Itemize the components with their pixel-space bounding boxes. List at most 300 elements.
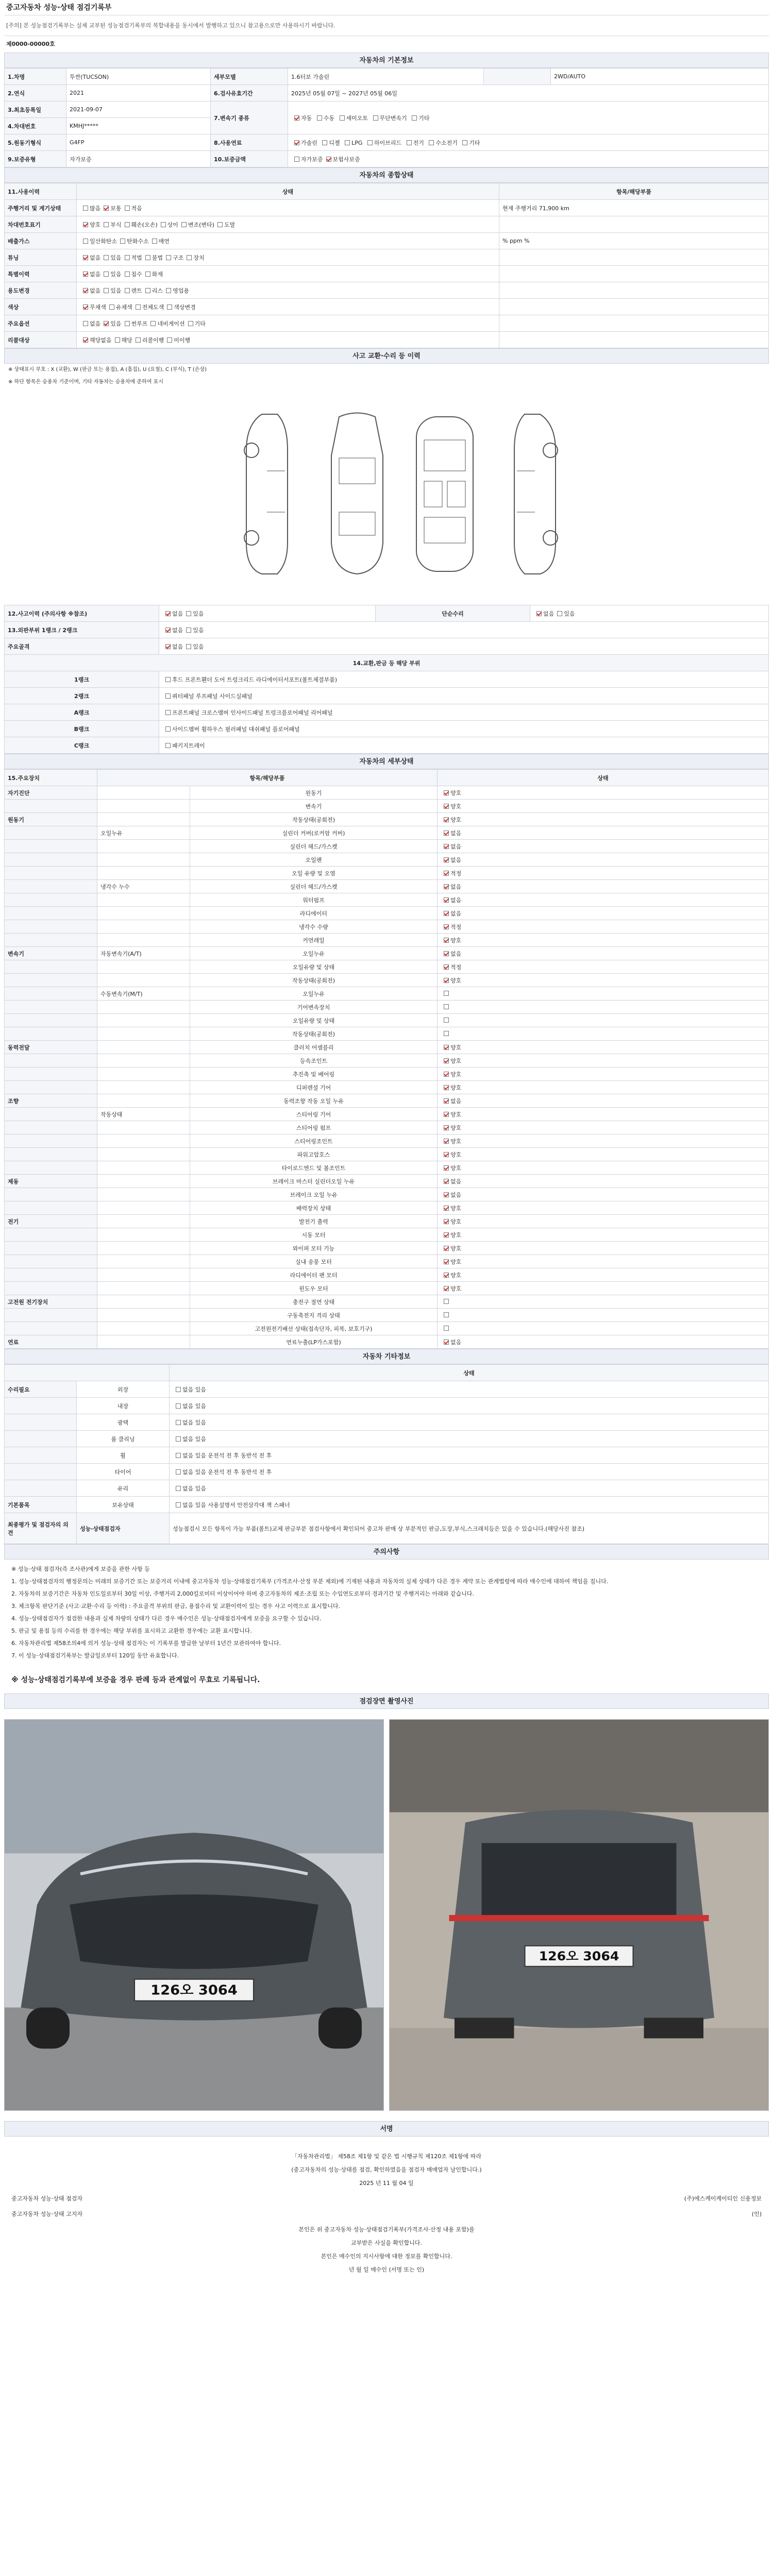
checkbox[interactable] <box>326 157 331 162</box>
detail-group <box>5 1282 97 1295</box>
checkbox[interactable] <box>217 222 223 227</box>
detail-item: 오일유량 및 상태 <box>190 960 438 974</box>
checkbox[interactable] <box>125 321 130 326</box>
option-label: 자가보증 <box>301 156 323 163</box>
checkbox[interactable] <box>340 115 345 121</box>
notes-body <box>4 1560 769 1669</box>
option-label: 없음 <box>90 320 101 327</box>
photos-section-title: 점검장면 촬영사진 <box>4 1693 769 1709</box>
parts-label: 사이드멤버 휠하우스 필러패널 대쉬패널 플로어패널 <box>172 725 300 733</box>
checkbox[interactable] <box>444 857 449 862</box>
checkbox[interactable] <box>444 1286 449 1291</box>
checkbox[interactable] <box>444 924 449 929</box>
checkbox[interactable] <box>136 304 141 310</box>
checkbox[interactable] <box>165 677 171 682</box>
checkbox[interactable] <box>176 1453 181 1458</box>
detail-subgroup: 작동상태 <box>97 1108 190 1121</box>
detail-group <box>5 987 97 1001</box>
checkbox[interactable] <box>429 140 434 145</box>
option-label: 양호 <box>90 221 101 228</box>
checkbox[interactable] <box>444 938 449 943</box>
other-state <box>170 1480 769 1497</box>
state-label: 양호 <box>450 1071 462 1078</box>
detail-subgroup <box>97 1228 190 1242</box>
value: 2021-09-07 <box>66 101 211 118</box>
checkbox[interactable] <box>373 115 378 121</box>
option-label: 리스 <box>152 287 163 294</box>
detail-subgroup <box>97 907 190 920</box>
checkbox[interactable] <box>145 272 150 277</box>
detail-row <box>5 1188 769 1201</box>
detail-state <box>438 1041 769 1054</box>
detail-group <box>5 826 97 840</box>
checkbox[interactable] <box>125 288 130 293</box>
detail-state <box>438 1148 769 1161</box>
detail-state <box>438 1108 769 1121</box>
note-item: 7. 이 성능·상태점검기록부는 발급일로부터 120일 동안 유효합니다. <box>11 1652 179 1659</box>
status-options <box>77 332 499 348</box>
checkbox[interactable] <box>412 115 417 121</box>
value: 1.6터보 가솔린 <box>288 69 484 85</box>
sign-section-title: 서명 <box>4 2121 769 2137</box>
parts-items <box>159 671 769 688</box>
detail-group <box>5 1148 97 1161</box>
notifier-label: 중고자동차 성능·상태 고지자 <box>11 2211 83 2217</box>
value: 2025년 05월 07일 ~ 2027년 05월 06일 <box>288 85 769 101</box>
detail-row <box>5 867 769 880</box>
checkbox[interactable] <box>444 1152 449 1157</box>
checkbox[interactable] <box>444 1085 449 1090</box>
notice-text: [주의] 본 성능점검기록부는 실제 교부된 성능점검기록부의 복합내용을 동시에서 발행하고 있으니 참고용으로만 사용하시기 바랍니다. <box>4 15 769 36</box>
detail-group <box>5 1201 97 1215</box>
checkbox[interactable] <box>104 272 109 277</box>
checker-label: 중고자동차 성능·상태 점검자 <box>11 2195 83 2202</box>
status-options <box>77 249 499 266</box>
checkbox[interactable] <box>294 157 299 162</box>
detail-row <box>5 920 769 934</box>
checkbox[interactable] <box>176 1486 181 1491</box>
detail-state <box>438 1175 769 1188</box>
checkbox[interactable] <box>176 1436 181 1442</box>
option-label: 색상변경 <box>174 303 196 311</box>
detail-item: 실린더 헤드/가스켓 <box>190 840 438 853</box>
checkbox[interactable] <box>444 1004 449 1009</box>
checkbox[interactable] <box>165 743 171 748</box>
checkbox[interactable] <box>176 1387 181 1392</box>
detail-group <box>5 1081 97 1094</box>
checkbox[interactable] <box>444 790 449 795</box>
detail-subgroup <box>97 1121 190 1134</box>
other-item: 내장 <box>77 1398 170 1414</box>
status-item: 튜닝 <box>5 249 77 266</box>
checkbox[interactable] <box>176 1469 181 1475</box>
state-label: 양호 <box>450 1124 462 1131</box>
detail-state <box>438 893 769 907</box>
state-label: 양호 <box>450 977 462 984</box>
checkbox[interactable] <box>83 222 88 227</box>
label: 8.사용연료 <box>211 134 288 151</box>
detail-state <box>438 1001 769 1014</box>
option-label: 구조 <box>173 254 184 261</box>
checkbox[interactable] <box>165 693 171 699</box>
detail-item: 연료누출(LP가스포함) <box>190 1335 438 1349</box>
parts-rank: A랭크 <box>5 704 159 721</box>
detail-item: 작동상태(공회전) <box>190 1027 438 1041</box>
state-label: 양호 <box>450 1231 462 1239</box>
checkbox[interactable] <box>166 288 171 293</box>
checkbox[interactable] <box>444 991 449 996</box>
detail-subgroup <box>97 1161 190 1175</box>
option-label: 많음 <box>90 205 101 212</box>
checkbox[interactable] <box>444 1058 449 1063</box>
option-label: 전기 <box>413 139 424 146</box>
header-item: 11.사용이력 <box>5 183 77 200</box>
checkbox[interactable] <box>83 337 88 343</box>
checkbox[interactable] <box>444 1273 449 1278</box>
checkbox[interactable] <box>444 1098 449 1104</box>
checkbox[interactable] <box>186 628 191 633</box>
detail-subgroup <box>97 1201 190 1215</box>
checkbox[interactable] <box>150 321 156 326</box>
checkbox[interactable] <box>165 628 171 633</box>
warning-text: ※ 성능·상태점검기록부에 보증을 경우 판례 등과 관계없이 무효로 기록됩니다. <box>11 1676 260 1684</box>
state-label: 없음 <box>450 883 462 890</box>
checkbox[interactable] <box>161 222 166 227</box>
status-item: 색상 <box>5 299 77 315</box>
status-item: 차대번호표기 <box>5 216 77 233</box>
other-row <box>5 1414 769 1431</box>
detail-state <box>438 1242 769 1255</box>
other-row <box>5 1398 769 1414</box>
status-row <box>5 282 769 299</box>
checkbox[interactable] <box>444 844 449 849</box>
detail-state <box>438 786 769 800</box>
status-row <box>5 266 769 282</box>
parts-label: 패키지트레이 <box>172 742 205 749</box>
checkbox[interactable] <box>444 1232 449 1238</box>
detail-state <box>438 1228 769 1242</box>
checkbox[interactable] <box>444 1192 449 1197</box>
detail-group <box>5 867 97 880</box>
detail-row <box>5 880 769 893</box>
detail-state <box>438 947 769 960</box>
detail-subgroup <box>97 1054 190 1067</box>
detail-subgroup <box>97 1067 190 1081</box>
sign-date: 2025 년 11 월 04 일 <box>359 2180 414 2187</box>
checkbox[interactable] <box>187 255 192 260</box>
checkbox[interactable] <box>176 1420 181 1425</box>
status-row <box>5 332 769 348</box>
detail-item: 파워고압호스 <box>190 1148 438 1161</box>
option-label: 무채색 <box>90 303 106 311</box>
option-label: 있음 <box>110 254 122 261</box>
checkbox[interactable] <box>317 115 322 121</box>
detail-subgroup <box>97 1282 190 1295</box>
state-label: 없음 있음 <box>182 1386 207 1393</box>
detail-state <box>438 1255 769 1268</box>
checkbox[interactable] <box>125 222 130 227</box>
checkbox[interactable] <box>104 222 109 227</box>
checkbox[interactable] <box>181 222 187 227</box>
receiver-line: 년 월 일 매수인 (서명 또는 인) <box>348 2266 425 2273</box>
detail-subgroup <box>97 1268 190 1282</box>
detail-group <box>5 1134 97 1148</box>
checkbox[interactable] <box>125 272 130 277</box>
checkbox[interactable] <box>104 206 109 211</box>
option-label: 무단변속기 <box>379 114 407 122</box>
checkbox[interactable] <box>444 1326 449 1331</box>
state-label: 양호 <box>450 937 462 944</box>
detail-group <box>5 853 97 867</box>
detail-item: 오일유량 및 상태 <box>190 1014 438 1027</box>
option-label: 썬루프 <box>131 320 148 327</box>
value <box>159 622 769 638</box>
checkbox[interactable] <box>444 1165 449 1171</box>
header: 상태 <box>438 770 769 786</box>
detail-state <box>438 1134 769 1148</box>
car-interior-icon <box>406 409 483 579</box>
detail-group <box>5 920 97 934</box>
checkbox[interactable] <box>176 1403 181 1409</box>
other-group <box>5 1414 77 1431</box>
checkbox[interactable] <box>444 1179 449 1184</box>
state-label: 적정 <box>450 963 462 971</box>
option-label: 없음 <box>172 626 183 634</box>
detail-item: 디퍼렌셜 기어 <box>190 1081 438 1094</box>
note-item: 6. 자동차관리법 제58조의4에 의거 성능·상태 점검자는 이 기록부를 발급한 날부터 1년간 보관하여야 합니다. <box>11 1640 281 1647</box>
checkbox[interactable] <box>165 644 171 649</box>
detail-row <box>5 1322 769 1335</box>
sign-text: 교부받은 사실을 확인합니다. <box>350 2240 422 2246</box>
state-label: 없음 <box>450 1191 462 1198</box>
header: 15.주요장치 <box>5 770 97 786</box>
checkbox[interactable] <box>444 804 449 809</box>
checkbox[interactable] <box>444 871 449 876</box>
status-options <box>77 315 499 332</box>
checkbox[interactable] <box>322 140 327 145</box>
detail-state <box>438 907 769 920</box>
label: 10.보증금액 <box>211 151 288 167</box>
checkbox[interactable] <box>186 611 191 616</box>
checkbox[interactable] <box>104 321 109 326</box>
sign-text: (중고자동차의 성능·상태를 점검, 확인하였음을 점검자 매매업자 날인합니다.) <box>291 2166 482 2173</box>
state-label: 없음 <box>450 1338 462 1346</box>
detail-group <box>5 1054 97 1067</box>
checkbox[interactable] <box>444 978 449 983</box>
checkbox[interactable] <box>444 1219 449 1224</box>
status-item: 주요옵션 <box>5 315 77 332</box>
checkbox[interactable] <box>444 1018 449 1023</box>
detail-state <box>438 1161 769 1175</box>
checkbox[interactable] <box>145 288 150 293</box>
option-label: 해당 <box>121 336 132 344</box>
detail-item: 스티어링조인트 <box>190 1134 438 1148</box>
label: 6.검사유효기간 <box>211 85 288 101</box>
checkbox[interactable] <box>165 710 171 715</box>
checkbox[interactable] <box>536 611 542 616</box>
option-label: 있음 <box>564 610 575 617</box>
checkbox[interactable] <box>188 321 193 326</box>
detail-state <box>438 934 769 947</box>
detail-row <box>5 1108 769 1121</box>
checkbox[interactable] <box>444 884 449 889</box>
header-state: 상태 <box>77 183 499 200</box>
checkbox[interactable] <box>444 951 449 956</box>
checkbox[interactable] <box>444 817 449 822</box>
checkbox[interactable] <box>145 255 150 260</box>
detail-subgroup <box>97 1242 190 1255</box>
note-item: ※ 성능·상태 점검자(즉 조사관)에게 보증을 관한 사항 등 <box>11 1566 150 1572</box>
checkbox[interactable] <box>444 1031 449 1036</box>
value <box>530 605 769 622</box>
checkbox[interactable] <box>109 304 114 310</box>
checkbox[interactable] <box>83 288 88 293</box>
detail-subgroup: 냉각수 누수 <box>97 880 190 893</box>
checkbox[interactable] <box>444 1125 449 1130</box>
detail-state <box>438 1027 769 1041</box>
checkbox[interactable] <box>120 239 125 244</box>
status-options <box>77 233 499 249</box>
detail-group: 동력전달 <box>5 1041 97 1054</box>
checkbox[interactable] <box>444 964 449 970</box>
checkbox[interactable] <box>152 239 157 244</box>
parts-row <box>5 721 769 737</box>
checkbox[interactable] <box>345 140 350 145</box>
detail-item: 작동상태(공회전) <box>190 974 438 987</box>
other-state <box>170 1398 769 1414</box>
detail-group <box>5 1121 97 1134</box>
checkbox[interactable] <box>165 611 171 616</box>
detail-item: 스티어링 기어 <box>190 1108 438 1121</box>
checkbox[interactable] <box>176 1502 181 1507</box>
state-label: 양호 <box>450 1057 462 1064</box>
checkbox[interactable] <box>557 611 562 616</box>
checker-name: (주)에스케이케이티인 신용정보 <box>684 2195 762 2202</box>
option-label: 리콜이행 <box>142 336 164 344</box>
checkbox[interactable] <box>294 115 299 121</box>
checkbox[interactable] <box>444 1206 449 1211</box>
detail-item: 작동상태(공회전) <box>190 813 438 826</box>
checkbox[interactable] <box>83 255 88 260</box>
checkbox[interactable] <box>462 140 467 145</box>
checkbox[interactable] <box>444 1299 449 1304</box>
checkbox[interactable] <box>444 1259 449 1264</box>
checkbox[interactable] <box>186 644 191 649</box>
detail-item: 실린더 헤드/가스켓 <box>190 880 438 893</box>
option-label: 있음 <box>193 610 204 617</box>
detail-group: 조향 <box>5 1094 97 1108</box>
checkbox[interactable] <box>104 255 109 260</box>
checkbox[interactable] <box>444 1072 449 1077</box>
parts-row <box>5 688 769 704</box>
detail-row <box>5 1228 769 1242</box>
detail-state <box>438 1081 769 1094</box>
checkbox[interactable] <box>444 1340 449 1345</box>
checkbox[interactable] <box>83 321 88 326</box>
checkbox[interactable] <box>83 206 88 211</box>
other-state <box>170 1447 769 1464</box>
label: 4.차대번호 <box>5 118 66 134</box>
checkbox[interactable] <box>136 337 141 343</box>
status-detail <box>499 282 769 299</box>
value: 자가보증 <box>66 151 211 167</box>
detail-group: 연료 <box>5 1335 97 1349</box>
detail-state <box>438 880 769 893</box>
checkbox[interactable] <box>167 304 172 310</box>
parts-label: 프론트패널 크로스멤버 인사이드패널 트렁크플로어패널 리어패널 <box>172 709 333 716</box>
parts-items <box>159 704 769 721</box>
detail-state <box>438 1295 769 1309</box>
option-label: 화재 <box>152 270 163 278</box>
value: 2021 <box>66 85 211 101</box>
checkbox[interactable] <box>444 1112 449 1117</box>
checkbox[interactable] <box>83 304 88 310</box>
label: 5.원동기형식 <box>5 134 66 151</box>
checkbox[interactable] <box>83 272 88 277</box>
detail-group <box>5 1255 97 1268</box>
fuel-options <box>288 134 769 151</box>
checkbox[interactable] <box>367 140 373 145</box>
detail-row <box>5 1094 769 1108</box>
checkbox[interactable] <box>294 140 299 145</box>
detail-item: 오일팬 <box>190 853 438 867</box>
checkbox[interactable] <box>444 1312 449 1317</box>
detail-item: 라디에이터 팬 모터 <box>190 1268 438 1282</box>
option-label: 일산화탄소 <box>90 238 117 245</box>
checkbox[interactable] <box>444 897 449 903</box>
checkbox[interactable] <box>104 288 109 293</box>
detail-item: 시동 모터 <box>190 1228 438 1242</box>
detail-item: 발전기 출력 <box>190 1215 438 1228</box>
checkbox[interactable] <box>444 1045 449 1050</box>
checkbox[interactable] <box>125 206 130 211</box>
checkbox[interactable] <box>166 255 171 260</box>
car-side-left-icon <box>231 409 308 579</box>
checkbox[interactable] <box>444 911 449 916</box>
detail-row <box>5 1201 769 1215</box>
other-state <box>170 1381 769 1398</box>
option-label: 자동 <box>301 114 312 122</box>
checkbox[interactable] <box>125 255 130 260</box>
checkbox[interactable] <box>407 140 412 145</box>
detail-group <box>5 1242 97 1255</box>
option-label: 훼손(오손) <box>131 221 158 228</box>
state-label: 양호 <box>450 1084 462 1091</box>
checkbox[interactable] <box>115 337 120 343</box>
detail-item: 원동기 <box>190 786 438 800</box>
checkbox[interactable] <box>444 831 449 836</box>
other-group <box>5 1431 77 1447</box>
option-label: 있음 <box>193 643 204 650</box>
label: 성능·상태점검자 <box>77 1513 170 1544</box>
state-label: 양호 <box>450 1272 462 1279</box>
detail-subgroup <box>97 893 190 907</box>
checkbox[interactable] <box>83 239 88 244</box>
detail-state <box>438 1054 769 1067</box>
detail-item: 등속조인트 <box>190 1054 438 1067</box>
checkbox[interactable] <box>167 337 172 343</box>
checkbox[interactable] <box>444 1246 449 1251</box>
sign-text: 본인은 위 중고자동차 성능·상태점검기록부(가격조사·산정 내용 포함)를 <box>298 2226 475 2233</box>
detail-item: 워터펌프 <box>190 893 438 907</box>
checkbox[interactable] <box>444 1139 449 1144</box>
state-label: 없음 <box>450 1178 462 1185</box>
option-label: 불법 <box>152 254 163 261</box>
detail-row <box>5 1014 769 1027</box>
detail-state <box>438 813 769 826</box>
label: 최종평가 및 점검자의 의견 <box>5 1513 77 1544</box>
checkbox[interactable] <box>165 726 171 732</box>
